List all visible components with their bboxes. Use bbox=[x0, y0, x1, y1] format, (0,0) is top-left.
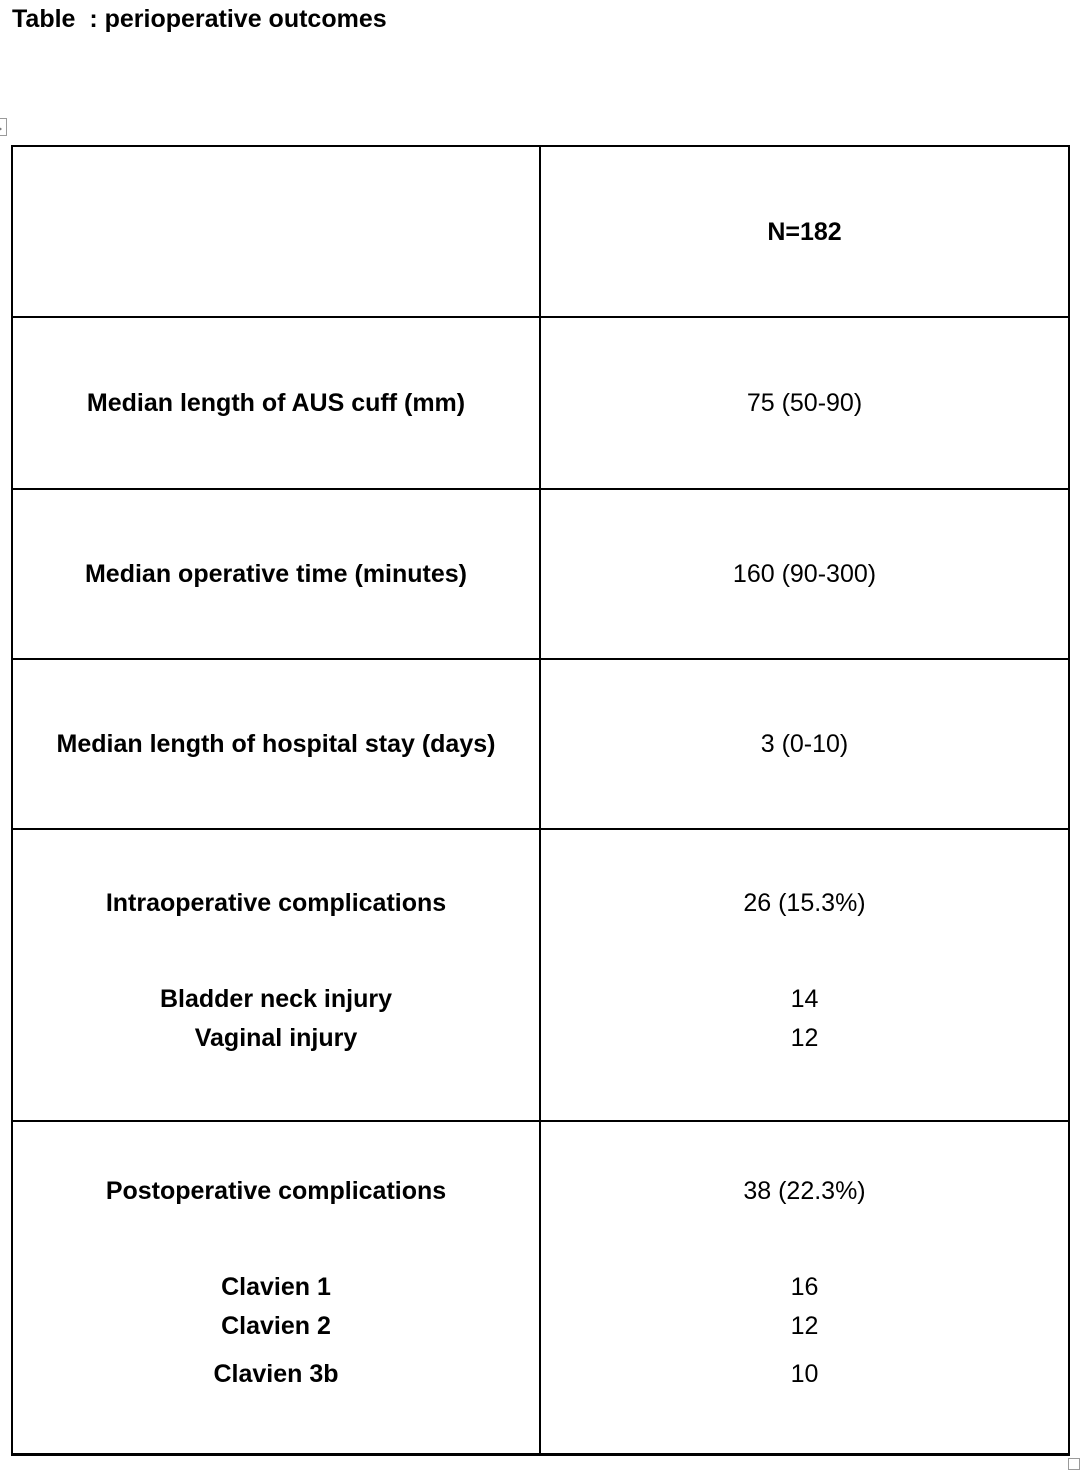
table-row-postoperative bbox=[12, 1121, 1069, 1454]
header-n-cell[interactable]: N=182 bbox=[540, 146, 1069, 317]
clavien-3b-value: 10 bbox=[790, 1360, 819, 1389]
table-move-handle-icon[interactable] bbox=[0, 118, 7, 136]
clavien-3b-label: Clavien 3b bbox=[213, 1360, 339, 1389]
row-label-aus-cuff[interactable]: Median length of AUS cuff (mm) bbox=[12, 317, 540, 489]
row-value-operative-time[interactable]: 160 (90-300) bbox=[540, 489, 1069, 659]
perioperative-outcomes-table bbox=[11, 145, 1070, 1456]
table-resize-handle-icon[interactable] bbox=[1068, 1458, 1080, 1470]
table-row bbox=[12, 659, 1069, 829]
intraoperative-label-cell[interactable] bbox=[12, 829, 540, 1121]
document-title: Table : perioperative outcomes bbox=[12, 5, 387, 33]
vaginal-injury-value: 12 bbox=[790, 1024, 819, 1052]
row-value-aus-cuff[interactable]: 75 (50-90) bbox=[540, 317, 1069, 489]
table-header-row bbox=[12, 146, 1069, 317]
intraoperative-complications-label: Intraoperative complications bbox=[105, 889, 447, 917]
postoperative-complications-label: Postoperative complications bbox=[105, 1177, 447, 1206]
vaginal-injury-label: Vaginal injury bbox=[194, 1024, 358, 1052]
bladder-neck-injury-value: 14 bbox=[790, 985, 819, 1013]
intraoperative-complications-value: 26 (15.3%) bbox=[743, 889, 866, 917]
bladder-neck-injury-label: Bladder neck injury bbox=[159, 985, 393, 1013]
clavien-2-label: Clavien 2 bbox=[221, 1312, 331, 1341]
clavien-1-value: 16 bbox=[790, 1273, 819, 1302]
clavien-1-label: Clavien 1 bbox=[221, 1273, 331, 1302]
table-row bbox=[12, 317, 1069, 489]
postoperative-label-cell[interactable] bbox=[12, 1121, 540, 1454]
intraoperative-value-cell[interactable] bbox=[540, 829, 1069, 1121]
table-row-intraoperative bbox=[12, 829, 1069, 1121]
clavien-2-value: 12 bbox=[790, 1312, 819, 1341]
postoperative-complications-value: 38 (22.3%) bbox=[743, 1177, 866, 1206]
table-row bbox=[12, 489, 1069, 659]
row-label-hospital-stay[interactable]: Median length of hospital stay (days) bbox=[12, 659, 540, 829]
row-label-operative-time[interactable]: Median operative time (minutes) bbox=[12, 489, 540, 659]
row-value-hospital-stay[interactable]: 3 (0-10) bbox=[540, 659, 1069, 829]
header-corner-cell[interactable] bbox=[12, 146, 540, 317]
postoperative-value-cell[interactable] bbox=[540, 1121, 1069, 1454]
